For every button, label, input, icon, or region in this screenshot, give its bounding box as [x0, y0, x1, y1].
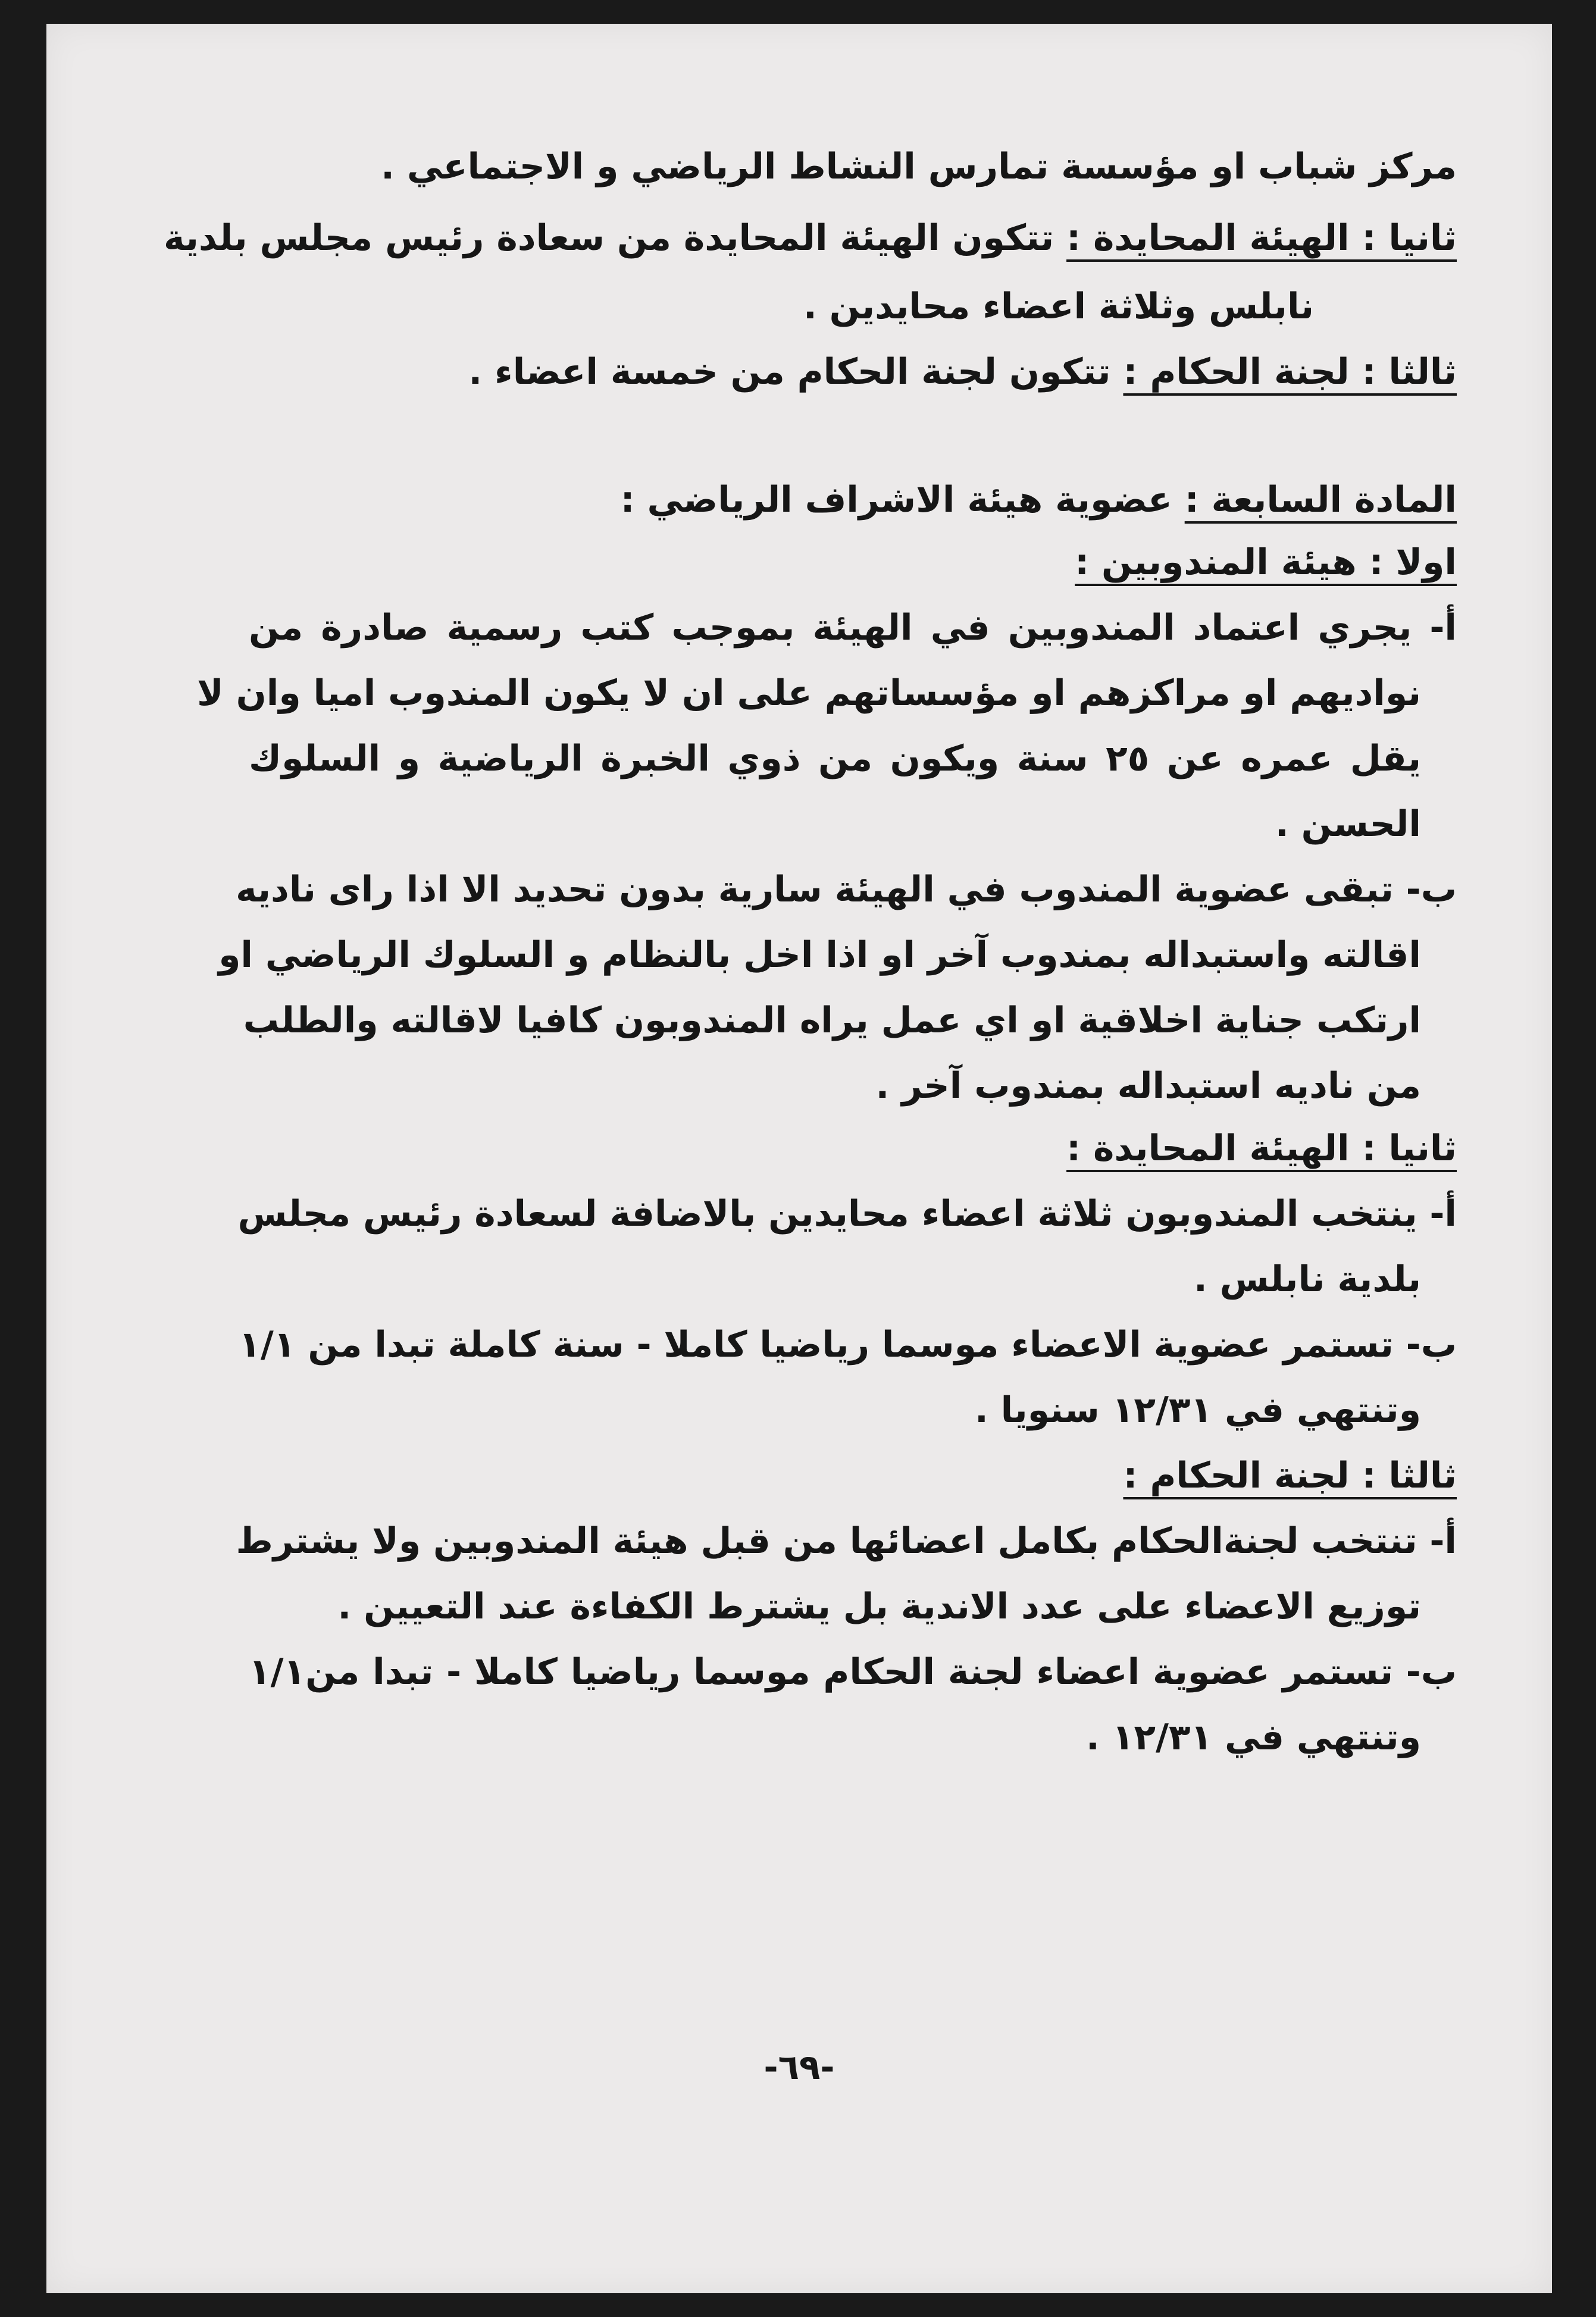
paragraph-referees-committee [249, 351, 1457, 393]
article-seven-text: عضوية هيئة الاشراف الرياضي : [620, 479, 1185, 521]
referees-committee-text: تتكون لجنة الحكام من خمسة اعضاء . [468, 351, 1124, 393]
delegates-clause-a-line-3 [249, 738, 1457, 779]
delegates-clause-a-text-1: أ- يجري اعتماد المندوبين في الهيئة بموجب كتب رسمية صادرة من [249, 607, 1457, 649]
delegates-clause-b-text-3: ارتكب جناية اخلاقية او اي عمل يراه المندوبون كافيا لاقالته والطلب [243, 1000, 1421, 1041]
paragraph-intro-line [249, 146, 1457, 187]
delegates-clause-a-line-1 [249, 607, 1457, 649]
referees-clause-b-line-1 [249, 1651, 1457, 1693]
section-neutral-heading [249, 1128, 1457, 1169]
delegates-clause-a-text-3: يقل عمره عن ٢٥ سنة ويكون من ذوي الخبرة الرياضية و السلوك [249, 738, 1421, 779]
referees-committee-label: ثالثا : لجنة الحكام : [1123, 351, 1457, 393]
neutral-body-continued-text: نابلس وثلاثة اعضاء محايدين . [803, 286, 1314, 327]
section-referees-heading [249, 1455, 1457, 1496]
document-page [46, 24, 1552, 2293]
section-delegates-heading [249, 541, 1457, 583]
section-referees-heading-text: ثالثا : لجنة الحكام : [1123, 1455, 1457, 1496]
referees-clause-b-text-2: وتنتهي في ١٢/٣١ . [1086, 1717, 1421, 1758]
delegates-clause-b-line-3 [243, 1000, 1457, 1041]
neutral-clause-b-line-1 [239, 1324, 1457, 1366]
delegates-clause-a-text-2: نواديهم او مراكزهم او مؤسساتهم على ان لا يكون المندوب اميا وان لا [197, 672, 1421, 714]
delegates-clause-b-text-2: اقالته واستبداله بمندوب آخر او اذا اخل بالنظام و السلوك الرياضي او [218, 934, 1421, 976]
referees-clause-a-line-1 [236, 1520, 1457, 1562]
delegates-clause-a-line-2 [197, 672, 1457, 714]
page-number: -٦٩- [763, 2047, 835, 2087]
delegates-clause-b-text-4: من ناديه استبداله بمندوب آخر . [875, 1065, 1421, 1107]
delegates-clause-b-line-4 [249, 1065, 1457, 1107]
paragraph-neutral-body-continued [249, 286, 1457, 327]
delegates-clause-a-line-4 [249, 803, 1457, 845]
section-neutral-heading-text: ثانيا : الهيئة المحايدة : [1066, 1128, 1457, 1169]
intro-text: مركز شباب او مؤسسة تمارس النشاط الرياضي و الاجتماعي . [381, 146, 1457, 187]
delegates-clause-b-text-1: ب- تبقى عضوية المندوب في الهيئة سارية بدون تحديد الا اذا راى ناديه [236, 869, 1457, 910]
section-delegates-heading-text: اولا : هيئة المندوبين : [1075, 541, 1457, 583]
referees-clause-a-text-1: أ- تنتخب لجنةالحكام بكامل اعضائها من قبل هيئة المندوبين ولا يشترط [236, 1520, 1457, 1562]
referees-clause-a-line-2 [249, 1586, 1457, 1627]
neutral-clause-a-text-1: أ- ينتخب المندوبون ثلاثة اعضاء محايدين بالاضافة لسعادة رئيس مجلس [237, 1193, 1457, 1235]
neutral-clause-a-line-1 [237, 1193, 1457, 1235]
referees-clause-b-text-1: ب- تستمر عضوية اعضاء لجنة الحكام موسما رياضيا كاملا - تبدا من١/١ [249, 1651, 1457, 1693]
referees-clause-a-text-2: توزيع الاعضاء على عدد الاندية بل يشترط الكفاءة عند التعيين . [337, 1586, 1421, 1627]
article-seven-label: المادة السابعة : [1184, 479, 1457, 521]
referees-clause-b-line-2 [249, 1717, 1457, 1758]
neutral-clause-a-text-2: بلدية نابلس . [1193, 1258, 1421, 1300]
article-seven-title [249, 479, 1457, 521]
delegates-clause-b-line-1 [236, 869, 1457, 910]
neutral-clause-a-line-2 [249, 1258, 1457, 1300]
neutral-clause-b-text-1: ب- تستمر عضوية الاعضاء موسما رياضيا كاملا - سنة كاملة تبدا من ١/١ [239, 1324, 1457, 1366]
neutral-clause-b-line-2 [249, 1389, 1457, 1431]
neutral-body-text: تتكون الهيئة المحايدة من سعادة رئيس مجلس بلدية [164, 217, 1067, 259]
neutral-clause-b-text-2: وتنتهي في ١٢/٣١ سنويا . [974, 1389, 1421, 1431]
delegates-clause-b-line-2 [218, 934, 1457, 976]
neutral-body-label: ثانيا : الهيئة المحايدة : [1066, 217, 1457, 259]
delegates-clause-a-text-4: الحسن . [1275, 803, 1421, 845]
paragraph-neutral-body [164, 217, 1457, 259]
